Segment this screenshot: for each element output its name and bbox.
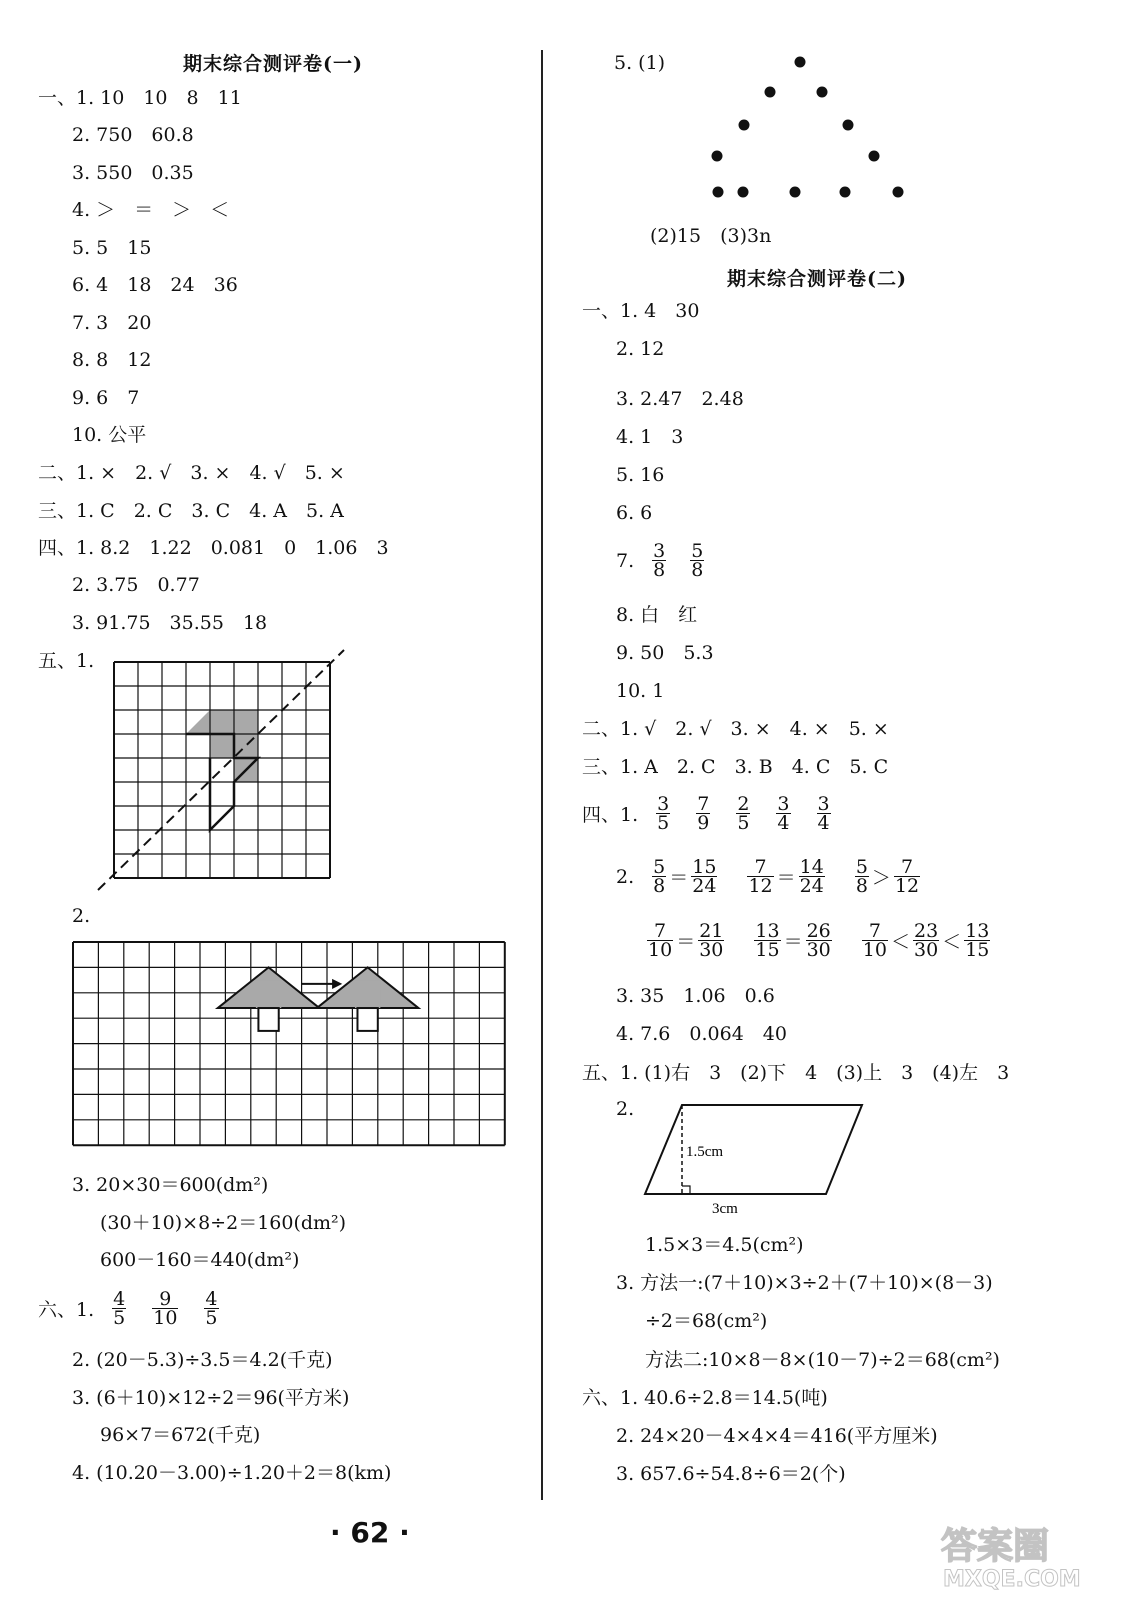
denominator: 30 xyxy=(806,939,831,961)
fraction-1 xyxy=(647,922,673,959)
height-label: 1.5cm xyxy=(686,1144,724,1160)
denominator: 4 xyxy=(817,812,830,834)
r-5-b: (2)15 (3)3n xyxy=(650,225,772,247)
r-t6-1: 六、1. 40.6÷2.8＝14.5(吨) xyxy=(582,1387,828,1409)
numerator: 5 xyxy=(653,856,666,878)
operator: ＞ xyxy=(871,867,891,889)
l-s4-1: 四、1. 8.2 1.22 0.081 0 1.06 3 xyxy=(38,537,389,559)
denominator: 8 xyxy=(653,875,666,897)
r-t5-1: 五、1. (1)右 3 (2)下 4 (3)上 3 (4)左 3 xyxy=(582,1062,1010,1084)
fraction-5 xyxy=(855,858,869,895)
numerator: 5 xyxy=(691,540,704,562)
parallelogram-shape xyxy=(645,1105,862,1194)
numerator: 15 xyxy=(692,856,717,878)
l-s1-4: 4. ＞ ＝ ＞ ＜ xyxy=(72,199,230,221)
watermark-bottom: MXQE.COM xyxy=(943,1567,1081,1592)
r-t5-2-label: 2. xyxy=(616,1098,635,1120)
fraction-1 xyxy=(652,858,666,895)
numerator: 3 xyxy=(653,540,666,562)
denominator: 8 xyxy=(691,559,704,581)
r-5-label: 5. (1) xyxy=(614,52,666,74)
l-s2: 二、1. × 2. √ 3. × 4. √ 5. × xyxy=(38,462,345,484)
l-s4-2: 2. 3.75 0.77 xyxy=(72,574,200,596)
r-e3: 3. 2.47 2.48 xyxy=(616,388,744,410)
fraction-2 xyxy=(152,1290,178,1327)
l-s1-3: 3. 550 0.35 xyxy=(72,162,194,184)
r-e8: 8. 白 红 xyxy=(616,604,698,626)
shaded-cell xyxy=(210,710,234,734)
r-t5-3c: 方法二:10×8－8×(10－7)÷2＝68(cm²) xyxy=(645,1349,1000,1371)
l-s1-6: 6. 4 18 24 36 xyxy=(72,274,238,296)
dot xyxy=(712,151,723,162)
r-t5-3b: ÷2＝68(cm²) xyxy=(645,1310,768,1332)
r-t4-2a-expr xyxy=(650,858,922,895)
fraction-4 xyxy=(799,858,825,895)
exam1-title: 期末综合测评卷(一) xyxy=(183,53,363,75)
r-t4-1-fractions xyxy=(654,795,832,832)
l-s5-3b: (30＋10)×8÷2＝160(dm²) xyxy=(100,1212,347,1234)
numerator: 13 xyxy=(965,920,990,942)
l-s1-2: 2. 750 60.8 xyxy=(72,124,194,146)
denominator: 5 xyxy=(737,812,750,834)
denominator: 10 xyxy=(648,939,673,961)
r-e1: 一、1. 4 30 xyxy=(582,300,700,322)
denominator: 30 xyxy=(699,939,724,961)
operator: ＝ xyxy=(776,867,796,889)
fraction-3 xyxy=(204,1290,218,1327)
numerator: 7 xyxy=(862,922,888,941)
dot xyxy=(817,87,828,98)
base-label: 3cm xyxy=(712,1201,738,1217)
denominator: 12 xyxy=(748,875,773,897)
fraction-5 xyxy=(817,795,831,832)
l-s1-9: 9. 6 7 xyxy=(72,387,140,409)
l-s6-label: 六、1. xyxy=(38,1299,95,1321)
l-s1-7: 7. 3 20 xyxy=(72,312,152,334)
denominator: 24 xyxy=(799,875,824,897)
dot xyxy=(869,151,880,162)
numerator: 26 xyxy=(806,920,831,942)
dot xyxy=(840,187,851,198)
fraction-6 xyxy=(913,922,939,959)
r-t4-2b-expr xyxy=(645,922,992,959)
operator: ＝ xyxy=(669,867,689,889)
l-s5-3a: 3. 20×30＝600(dm²) xyxy=(72,1174,269,1196)
l-s5-3c: 600－160＝440(dm²) xyxy=(100,1249,300,1271)
fraction-2 xyxy=(690,542,704,579)
dot xyxy=(790,187,801,198)
fraction-4 xyxy=(776,795,790,832)
fraction-5 xyxy=(862,922,888,959)
r-t6-2: 2. 24×20－4×4×4＝416(平方厘米) xyxy=(616,1425,938,1447)
l-s4-3: 3. 91.75 35.55 18 xyxy=(72,612,268,634)
translation-grid-figure xyxy=(72,941,507,1159)
tree-fill xyxy=(355,980,380,1008)
fraction-1 xyxy=(112,1290,126,1327)
tree-trunk xyxy=(357,1008,377,1031)
l-s3: 三、1. C 2. C 3. C 4. A 5. A xyxy=(38,500,344,522)
dot xyxy=(738,187,749,198)
numerator: 13 xyxy=(755,920,780,942)
numerator: 7 xyxy=(697,793,710,815)
fraction-7 xyxy=(964,922,990,959)
l-s1-10: 10. 公平 xyxy=(72,424,147,446)
tree-trunk xyxy=(258,1008,278,1031)
r-t4-3: 3. 35 1.06 0.6 xyxy=(616,985,775,1007)
r-t4-2-label: 2. xyxy=(616,865,635,888)
parallelogram-figure xyxy=(640,1100,870,1220)
operator: ＝ xyxy=(783,931,803,953)
fraction-2 xyxy=(698,922,724,959)
dot xyxy=(843,120,854,131)
l-s1-5: 5. 5 15 xyxy=(72,237,152,259)
fraction-2 xyxy=(691,858,717,895)
r-t4-label: 四、1. xyxy=(582,804,639,826)
fraction-3 xyxy=(736,795,750,832)
operator: ＝ xyxy=(676,931,696,953)
numerator: 2 xyxy=(737,793,750,815)
shaded-cell xyxy=(210,734,234,758)
watermark-top: 答案圈 xyxy=(941,1526,1050,1567)
fraction-6 xyxy=(894,858,920,895)
denominator: 10 xyxy=(862,939,887,961)
l-s6-3a: 3. (6＋10)×12÷2＝96(平方米) xyxy=(72,1387,350,1409)
numerator: 7 xyxy=(647,922,673,941)
l-s6-3b: 96×7＝672(千克) xyxy=(100,1424,261,1446)
denominator: 30 xyxy=(913,939,939,961)
r-e5: 5. 16 xyxy=(616,464,665,486)
fraction-4 xyxy=(806,922,832,959)
r-t4-2a xyxy=(616,858,922,895)
numerator: 14 xyxy=(799,856,824,878)
r-e7 xyxy=(616,542,706,579)
denominator: 12 xyxy=(894,875,920,897)
operator: ＜ xyxy=(942,931,962,953)
r-t4-1 xyxy=(582,795,833,832)
r-t5-3a: 3. 方法一:(7＋10)×3÷2＋(7＋10)×(8－3) xyxy=(616,1272,993,1294)
r-e9: 9. 50 5.3 xyxy=(616,642,714,664)
r-t5-2: 1.5×3＝4.5(cm²) xyxy=(645,1234,804,1256)
r-e2: 2. 12 xyxy=(616,338,665,360)
numerator: 3 xyxy=(777,793,790,815)
numerator: 21 xyxy=(699,920,724,942)
numerator: 9 xyxy=(152,1290,178,1309)
fraction-3 xyxy=(754,922,780,959)
denominator: 8 xyxy=(653,559,666,581)
denominator: 5 xyxy=(657,812,670,834)
column-divider xyxy=(541,50,543,1500)
r-e10: 10. 1 xyxy=(616,680,665,702)
l-s6-4: 4. (10.20－3.00)÷1.20＋2＝8(km) xyxy=(72,1462,392,1484)
dot xyxy=(765,87,776,98)
r-t4-4: 4. 7.6 0.064 40 xyxy=(616,1023,787,1045)
shaded-cell xyxy=(234,710,258,734)
l-s5-2-label: 2. xyxy=(72,905,91,927)
l-s6-1 xyxy=(38,1290,221,1327)
right-angle-mark xyxy=(682,1186,690,1194)
numerator: 3 xyxy=(817,793,830,815)
denominator: 5 xyxy=(205,1307,218,1329)
numerator: 5 xyxy=(855,856,868,878)
l-s5-label: 五、1. xyxy=(38,650,95,672)
tree-fill xyxy=(256,980,281,1008)
r-t2: 二、1. √ 2. √ 3. × 4. × 5. × xyxy=(582,718,889,740)
denominator: 10 xyxy=(153,1307,178,1329)
denominator: 24 xyxy=(692,875,717,897)
translate-arrowhead xyxy=(332,979,342,989)
symmetry-grid-figure xyxy=(112,660,337,880)
r-t6-3: 3. 657.6÷54.8÷6＝2(个) xyxy=(616,1463,846,1485)
fraction-3 xyxy=(747,858,773,895)
numerator: 7 xyxy=(894,858,920,877)
r-t4-2b xyxy=(645,922,992,959)
page-number: · 62 · xyxy=(330,1516,410,1549)
l-s6-1-fractions xyxy=(110,1290,220,1327)
l-s1-1: 一、1. 10 10 8 11 xyxy=(38,87,242,109)
r-e4: 4. 1 3 xyxy=(616,426,684,448)
r-e6: 6. 6 xyxy=(616,502,653,524)
shaded-triangle xyxy=(186,710,210,734)
denominator: 8 xyxy=(855,875,868,897)
numerator: 3 xyxy=(657,793,670,815)
r-e7-label: 7. xyxy=(616,549,635,572)
r-t3: 三、1. A 2. C 3. B 4. C 5. C xyxy=(582,756,889,778)
exam2-title: 期末综合测评卷(二) xyxy=(727,268,907,290)
denominator: 15 xyxy=(965,939,990,961)
denominator: 4 xyxy=(777,812,790,834)
denominator: 15 xyxy=(755,939,780,961)
fraction-1 xyxy=(656,795,670,832)
dot xyxy=(739,120,750,131)
operator: ＜ xyxy=(890,931,910,953)
dot xyxy=(713,187,724,198)
numerator: 4 xyxy=(113,1288,126,1310)
dot-triangle-figure xyxy=(700,50,940,210)
numerator: 23 xyxy=(913,920,939,942)
numerator: 4 xyxy=(205,1288,218,1310)
fraction-2 xyxy=(696,795,710,832)
dot xyxy=(795,57,806,68)
numerator: 7 xyxy=(747,858,773,877)
denominator: 9 xyxy=(697,812,710,834)
l-s6-2: 2. (20－5.3)÷3.5＝4.2(千克) xyxy=(72,1349,333,1371)
dot xyxy=(893,187,904,198)
r-e7-fractions xyxy=(650,542,706,579)
denominator: 5 xyxy=(113,1307,126,1329)
fraction-1 xyxy=(652,542,666,579)
l-s1-8: 8. 8 12 xyxy=(72,349,152,371)
watermark-logo xyxy=(935,1520,1115,1590)
